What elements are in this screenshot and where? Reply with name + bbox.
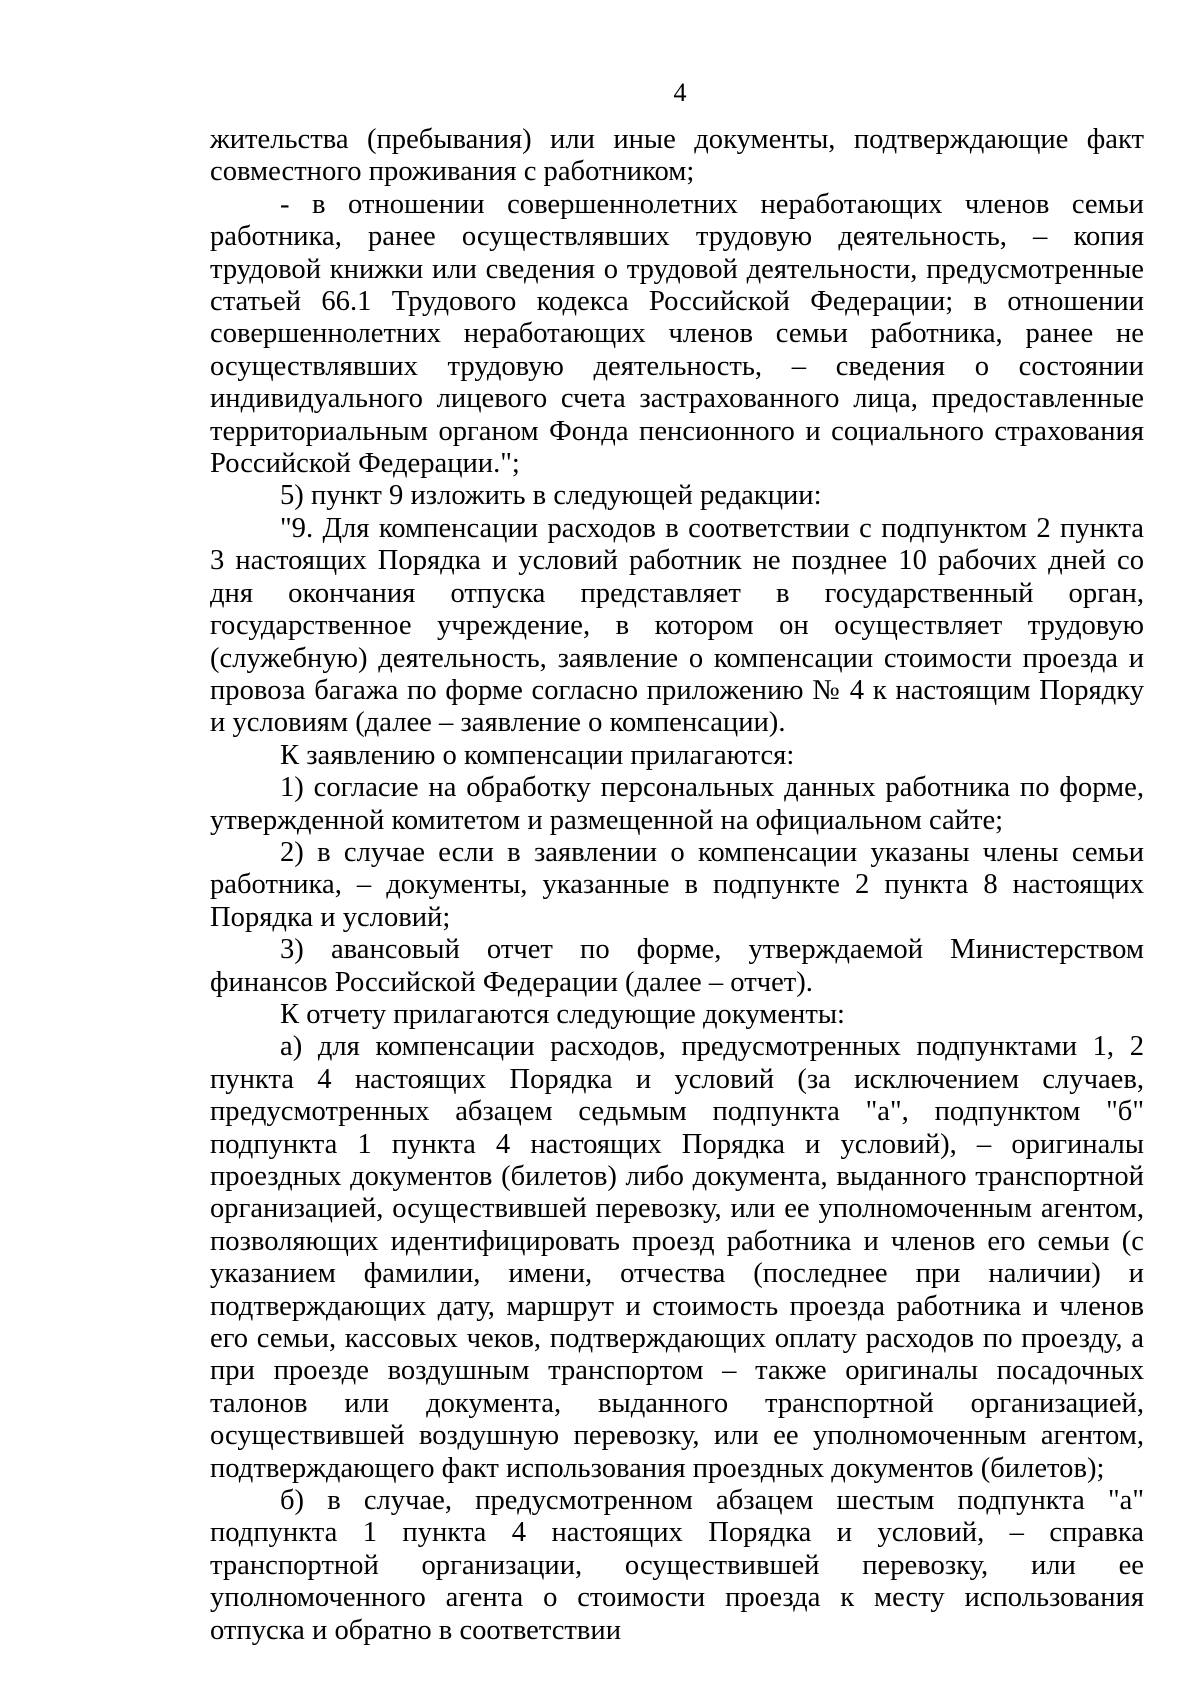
paragraph: 1) согласие на обработку персональных данных работника по форме, утвержденной комитетом и размещенной на официальном сайте; — [210, 772, 1144, 836]
page-number: 4 — [673, 78, 687, 107]
paragraph: б) в случае, предусмотренном абзацем шестым подпункта "а" подпункта 1 пункта 4 настоящих Порядка и условий, – справка транспортной организации, осуществившей перевозку, или ее уполномоченного агента о стоимости проезда к месту использования отпуска и обратно в соответствии — [210, 1485, 1144, 1646]
paragraph: "9. Для компенсации расходов в соответствии с подпунктом 2 пункта 3 настоящих Порядка и условий работник не позднее 10 рабочих дней со дня окончания отпуска представляет в государственный орган, государственное учреждение, в котором он осуществляет трудовую (служебную) деятельность, заявление о компенсации стоимости проезда и провоза багажа по форме согласно приложению № 4 к настоящим Порядку и условиям (далее – заявление о компенсации). — [210, 512, 1144, 739]
paragraph: К отчету прилагаются следующие документы: — [280, 998, 846, 1030]
paragraph: 2) в случае если в заявлении о компенсации указаны члены семьи работника, – документы, указанные в подпункте 2 пункта 8 настоящих Порядка и условий; — [210, 836, 1144, 933]
paragraph: К заявлению о компенсации прилагаются: — [280, 739, 795, 771]
paragraph: жительства (пребывания) или иные документы, подтверждающие факт совместного проживания с работником; — [210, 124, 1144, 188]
paragraph: 3) авансовый отчет по форме, утверждаемой Министерством финансов Российской Федерации (далее – отчет). — [210, 934, 1144, 998]
paragraph: а) для компенсации расходов, предусмотренных подпунктами 1, 2 пункта 4 настоящих Порядка и условий (за исключением случаев, предусмотренных абзацем седьмым подпункта "а", подпунктом "б" подпункта 1 пункта 4 настоящих Порядка и условий), – оригиналы проездных документов (билетов) либо документа, выданного транспортной организацией, осуществившей перевозку, или ее уполномоченным агентом, позволяющих идентифицировать проезд работника и членов его семьи (с указанием фамилии, имени, отчества (последнее при наличии) и подтверждающих дату, маршрут и стоимость проезда работника и членов его семьи, кассовых чеков, подтверждающих оплату расходов по проезду, а при проезде воздушным транспортом – также оригиналы посадочных талонов или документа, выданного транспортной организацией, осуществившей воздушную перевозку, или ее уполномоченным агентом, подтверждающего факт использования проездных документов (билетов); — [210, 1031, 1144, 1484]
paragraph: 5) пункт 9 изложить в следующей редакции: — [280, 480, 822, 512]
body-text — [210, 124, 1144, 1647]
paragraph: - в отношении совершеннолетних неработающих членов семьи работника, ранее осуществлявших трудовую деятельность, – копия трудовой книжки или сведения о трудовой деятельности, предусмотренные статьей 66.1 Трудового кодекса Российской Федерации; в отношении совершеннолетних неработающих членов семьи работника, ранее не осуществлявших трудовую деятельность, – сведения о состоянии индивидуального лицевого счета застрахованного лица, предоставленные территориальным органом Фонда пенсионного и социального страхования Российской Федерации."; — [210, 188, 1144, 480]
